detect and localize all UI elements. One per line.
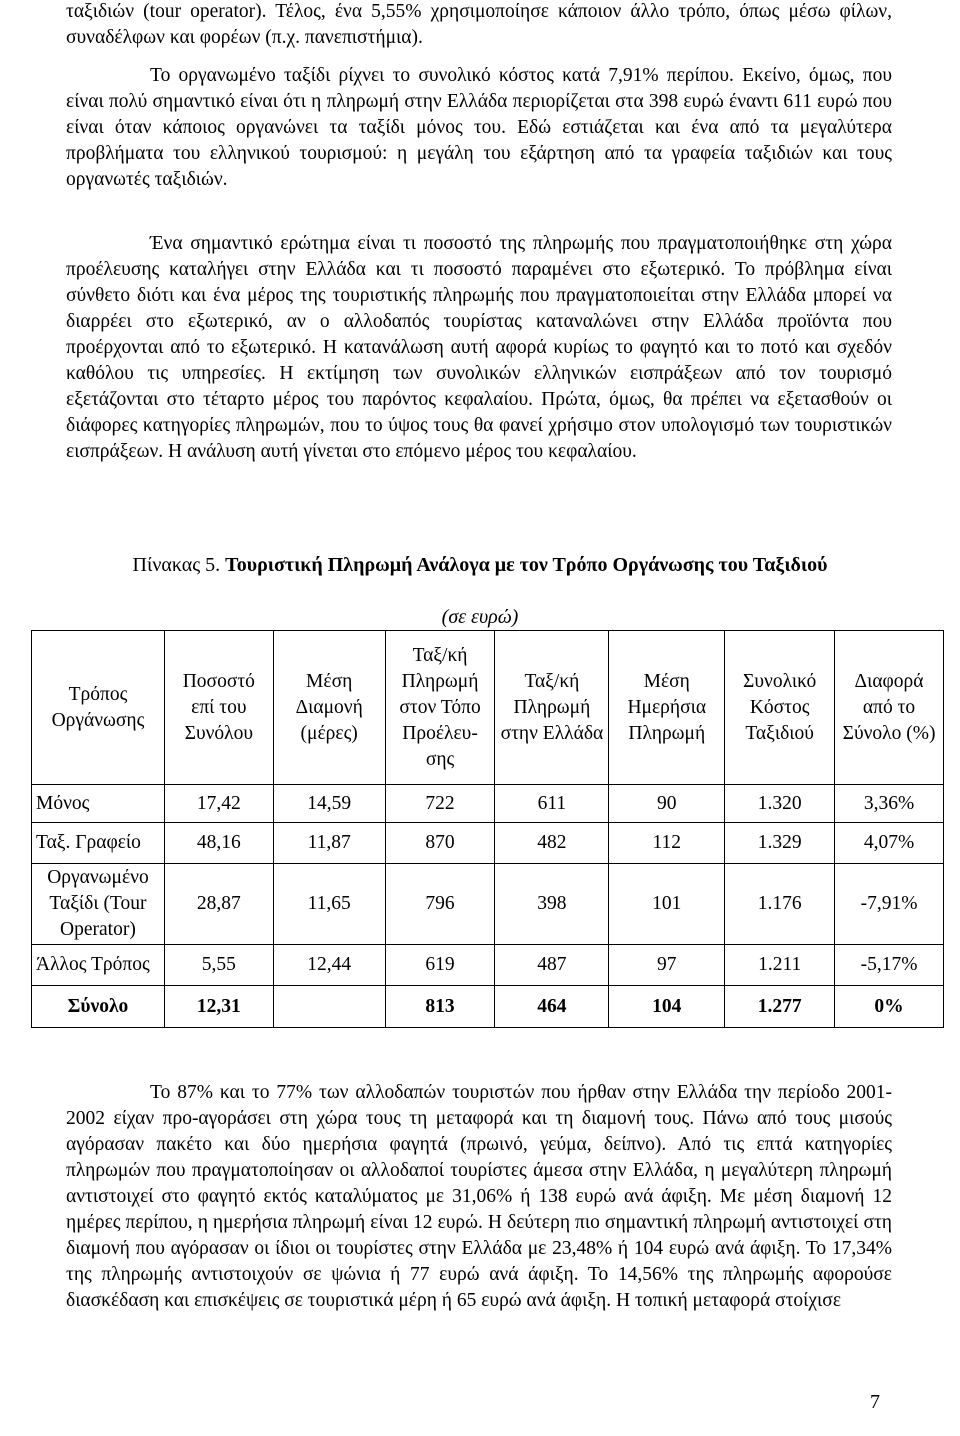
cell-total: 1.176 [725,864,835,945]
table-row [32,945,944,986]
paragraph-payment-question: Ένα σημαντικό ερώτημα είναι τι ποσοστό της πληρωμής που πραγματοποιήθηκε στη χώρα προέλευσης καταλήγει στην Ελλάδα και τι ποσοστό παραμένει στο εξωτερικό. Το πρόβλημα είναι σύνθετο διότι και ένα μέρος της τουριστικής πληρωμής που πραγματοποιείται στην Ελλάδα μπορεί να διαρρέει στο εξωτερικό, αν ο αλλοδαπός τουρίστας καταναλώνει στην Ελλάδα προϊόντα που προέρχονται από το εξωτερικό. Η κατανάλωση αυτή αφορά κυρίως το φαγητό και το ποτό και σχεδόν καθόλου τις υπηρεσίες. Η εκτίμηση των συνολικών ελληνικών εισπράξεων από τον τουρισμό εξετάζονται στο τέταρτο μέρος του παρόντος κεφαλαίου. Πρώτα, όμως, θα πρέπει να εξετασθούν οι διάφορες κατηγορίες πληρωμών, που το ύψος τους θα φανεί χρήσιμο στον υπολογισμό των τουριστικών εισπράξεων. Η ανάλυση αυτή γίνεται στο επόμενο μέρος του κεφαλαίου. [66,233,892,462]
cell-origin: 813 [385,986,495,1028]
table-total-row [32,986,944,1028]
cell-percent: 28,87 [164,864,273,945]
payment-table [31,630,944,1028]
cell-greece: 611 [495,785,609,823]
cell-greece: 464 [495,986,609,1028]
table-header-row [32,631,944,785]
cell-stay: 12,44 [273,945,385,986]
cell-greece: 398 [495,864,609,945]
cell-stay: 14,59 [273,785,385,823]
page-number: 7 [870,1391,880,1413]
cell-total: 1.211 [725,945,835,986]
cell-stay [273,986,385,1028]
table-row [32,823,944,864]
table-title-bold: Τουριστική Πληρωμή Ανάλογα με τον Τρόπο Οργάνωσης του Ταξιδιού [225,554,828,576]
cell-origin: 722 [385,785,495,823]
header-daily-payment: Μέση Ημερήσια Πληρωμή [609,631,725,785]
cell-diff: -5,17% [835,945,944,986]
cell-origin: 619 [385,945,495,986]
table-title-prefix: Πίνακας 5. [132,554,221,576]
cell-greece: 482 [495,823,609,864]
paragraph-organized-trip: Το οργανωμένο ταξίδι ρίχνει το συνολικό κόστος κατά 7,91% περίπου. Εκείνο, όμως, που είναι πολύ σημαντικό είναι ότι η πληρωμή στην Ελλάδα περιορίζεται στα 398 ευρώ έναντι 611 ευρώ που είναι όταν κάποιος οργανώνει τα ταξίδι μόνος του. Εδώ εστιάζεται και ένα από τα μεγαλύτερα προβλήματα του ελληνικού τουρισμού: η μεγάλη του εξάρτηση από τα γραφεία ταξιδιών και τους οργανωτές ταξιδιών. [66,65,892,190]
cell-daily: 112 [609,823,725,864]
table-row [32,785,944,823]
cell-daily: 90 [609,785,725,823]
table-row [32,864,944,945]
table-unit: (σε ευρώ) [441,606,519,628]
cell-origin: 796 [385,864,495,945]
paragraph-foreign-tourists: Το 87% και το 77% των αλλοδαπών τουριστών που ήρθαν στην Ελλάδα την περίοδο 2001-2002 είχαν προ-αγοράσει στη χώρα τους τη μεταφορά και τη διαμονή τους. Πάνω από τους μισούς αγόρασαν πακέτο και δύο ημερήσια φαγητά (πρωινό, γεύμα, δείπνο). Από τις επτά κατηγορίες πληρωμών που πραγματοποίησαν οι αλλοδαποί τουρίστες άμεσα στην Ελλάδα, η μεγαλύτερη πληρωμή αντιστοιχεί στο φαγητό εκτός καταλύματος με 31,06% ή 138 ευρώ ανά άφιξη. Με μέση διαμονή 12 ημέρες περίπου, η ημερήσια πληρωμή είναι 12 ευρώ. Η δεύτερη πιο σημαντική πληρωμή αντιστοιχεί στη διαμονή που αγόρασαν οι ίδιοι οι τουρίστες στην Ελλάδα με 23,48% ή 104 ευρώ ανά άφιξη. Το 17,34% της πληρωμής αντιστοιχούν σε ψώνια ή 77 ευρώ ανά άφιξη. Το 14,56% της πληρωμής αφορούσε διασκέδαση και επισκέψεις σε τουριστικά μέρη ή 65 ευρώ ανά άφιξη. Η τοπική μεταφορά στοίχισε [66,1082,892,1311]
cell-method: Σύνολο [32,986,165,1028]
cell-origin: 870 [385,823,495,864]
header-difference: Διαφορά από το Σύνολο (%) [835,631,944,785]
header-payment-origin: Ταξ/κή Πληρωμή στον Τόπο Προέλευ-σης [385,631,495,785]
cell-diff: -7,91% [835,864,944,945]
cell-percent: 12,31 [164,986,273,1028]
cell-method: Άλλος Τρόπος [32,945,165,986]
paragraph-intro: ταξιδιών (tour operator). Τέλος, ένα 5,55% χρησιμοποίησε κάποιον άλλο τρόπο, όπως μέσω φίλων, συναδέλφων και φορέων (π.χ. πανεπιστήμια). [66,1,892,48]
cell-percent: 17,42 [164,785,273,823]
cell-method: Ταξ. Γραφείο [32,823,165,864]
cell-total: 1.320 [725,785,835,823]
header-average-stay: Μέση Διαμονή (μέρες) [273,631,385,785]
cell-method: Μόνος [32,785,165,823]
cell-diff: 3,36% [835,785,944,823]
cell-stay: 11,87 [273,823,385,864]
cell-diff: 0% [835,986,944,1028]
cell-total: 1.329 [725,823,835,864]
cell-percent: 48,16 [164,823,273,864]
cell-daily: 104 [609,986,725,1028]
cell-stay: 11,65 [273,864,385,945]
header-payment-greece: Ταξ/κή Πληρωμή στην Ελλάδα [495,631,609,785]
table-title [100,552,860,578]
cell-daily: 101 [609,864,725,945]
header-organization-method: Τρόπος Οργάνωσης [32,631,165,785]
cell-daily: 97 [609,945,725,986]
cell-total: 1.277 [725,986,835,1028]
header-total-cost: Συνολικό Κόστος Ταξιδιού [725,631,835,785]
cell-greece: 487 [495,945,609,986]
header-percent-of-total: Ποσοστό επί του Συνόλου [164,631,273,785]
cell-percent: 5,55 [164,945,273,986]
cell-diff: 4,07% [835,823,944,864]
cell-method: Οργανωμένο Ταξίδι (Tour Operator) [32,864,165,945]
